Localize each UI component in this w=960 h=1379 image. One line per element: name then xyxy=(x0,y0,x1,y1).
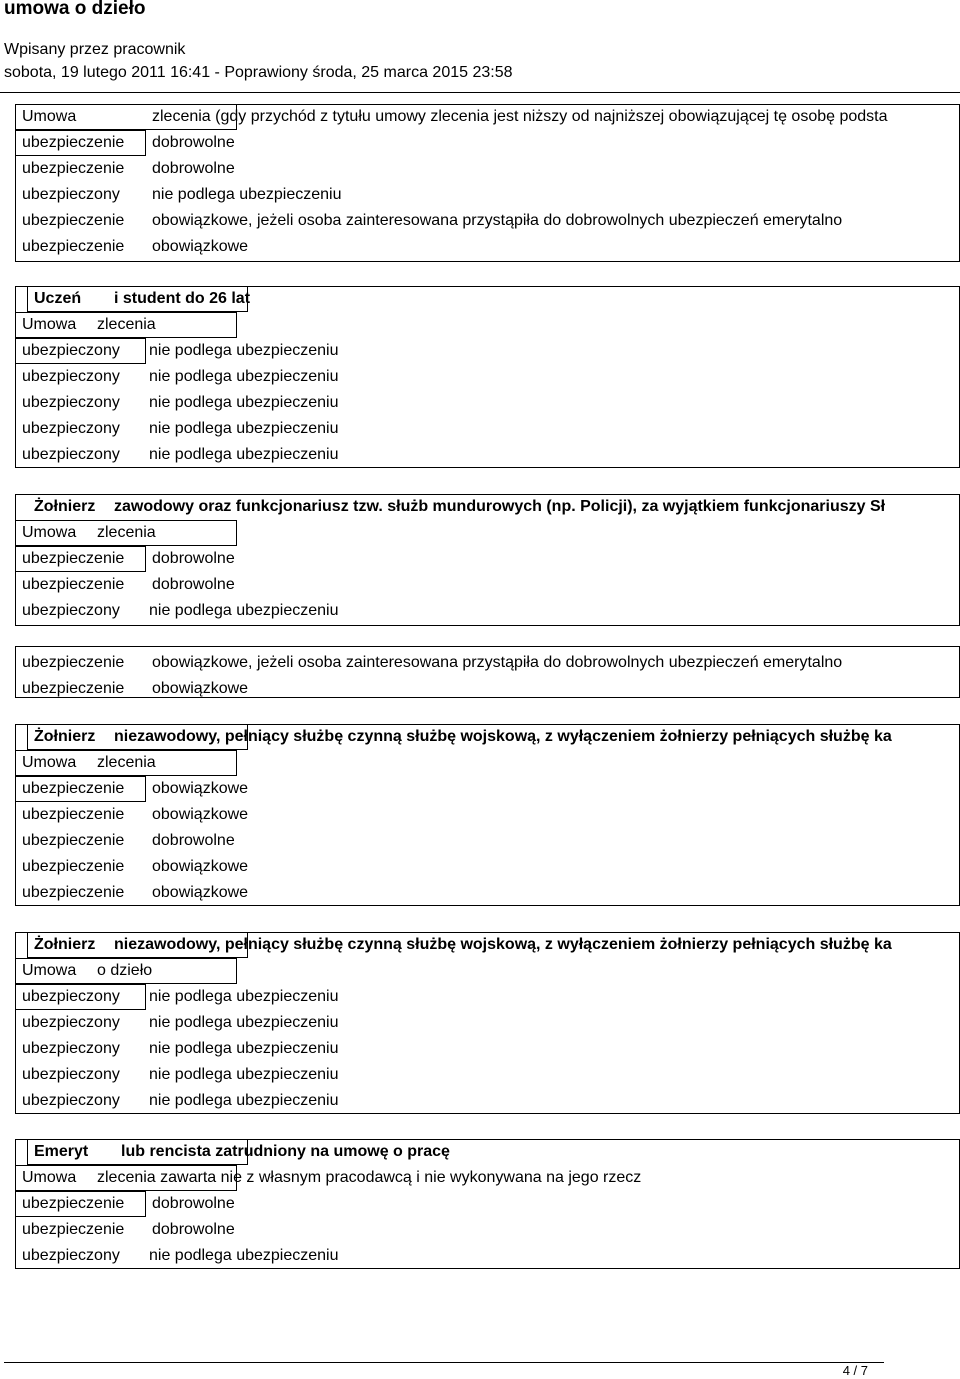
cell-value: zawodowy oraz funkcjonariusz tzw. służb mundurowych (np. Policji), za wyjątkiem funkcjonariuszy Sł xyxy=(114,498,886,515)
cell-frame xyxy=(15,984,146,1010)
cell-label: ubezpieczenie xyxy=(22,160,125,177)
cell-value: nie podlega ubezpieczeniu xyxy=(149,988,339,1005)
cell-label: ubezpieczenie xyxy=(22,576,125,593)
cell-label: ubezpieczenie xyxy=(22,238,125,255)
cell-label: ubezpieczony xyxy=(22,420,120,437)
cell-frame xyxy=(27,724,248,750)
cell-value: zlecenia xyxy=(97,524,156,541)
cell-label: Umowa xyxy=(22,524,77,541)
cell-label: ubezpieczony xyxy=(22,394,120,411)
cell-frame xyxy=(27,1139,248,1165)
cell-value: dobrowolne xyxy=(152,550,235,567)
cell-frame xyxy=(15,1165,237,1191)
cell-label: ubezpieczony xyxy=(22,446,120,463)
cell-value: obowiązkowe xyxy=(152,858,249,875)
cell-value: zlecenia zawarta nie z własnym pracodawcą i nie wykonywana na jego rzecz xyxy=(97,1169,642,1186)
cell-value: obowiązkowe xyxy=(152,806,249,823)
cell-label: ubezpieczenie xyxy=(22,1195,125,1212)
footer-divider xyxy=(4,1362,884,1363)
cell-label: ubezpieczony xyxy=(22,1014,120,1031)
cell-value: zlecenia xyxy=(97,316,156,333)
cell-value: obowiązkowe, jeżeli osoba zainteresowana przystąpiła do dobrowolnych ubezpieczeń emerytalno xyxy=(152,212,843,229)
cell-frame xyxy=(27,286,251,312)
page-number: 4 / 7 xyxy=(842,1363,868,1378)
cell-value: nie podlega ubezpieczeniu xyxy=(149,1092,339,1109)
cell-label: ubezpieczony xyxy=(22,342,120,359)
cell-frame xyxy=(15,750,237,776)
cell-value: nie podlega ubezpieczeniu xyxy=(149,394,339,411)
cell-label: ubezpieczenie xyxy=(22,832,125,849)
cell-value: lub rencista zatrudniony na umowę o pracę xyxy=(121,1143,450,1160)
table-frame xyxy=(15,646,960,698)
cell-value: nie podlega ubezpieczeniu xyxy=(152,186,342,203)
cell-label: ubezpieczony xyxy=(22,602,120,619)
cell-value: obowiązkowe xyxy=(152,680,249,697)
cell-label: ubezpieczenie xyxy=(22,806,125,823)
cell-label: Umowa xyxy=(22,962,77,979)
cell-label: Umowa xyxy=(22,108,77,125)
cell-label: ubezpieczony xyxy=(22,368,120,385)
page-title: umowa o dzieło xyxy=(4,0,146,19)
cell-label: ubezpieczenie xyxy=(22,680,125,697)
cell-value: niezawodowy, pełniący służbę czynną służbę wojskową, z wyłączeniem żołnierzy pełniących służbę ka xyxy=(114,728,892,745)
cell-value: obowiązkowe, jeżeli osoba zainteresowana przystąpiła do dobrowolnych ubezpieczeń emerytalno xyxy=(152,654,843,671)
cell-label: ubezpieczenie xyxy=(22,212,125,229)
cell-label: ubezpieczenie xyxy=(22,654,125,671)
cell-label: Żołnierz xyxy=(34,498,96,515)
cell-frame xyxy=(27,932,248,958)
cell-frame xyxy=(15,520,237,546)
cell-value: nie podlega ubezpieczeniu xyxy=(149,602,339,619)
cell-label: ubezpieczenie xyxy=(22,550,125,567)
cell-value: nie podlega ubezpieczeniu xyxy=(149,446,339,463)
cell-label: Umowa xyxy=(22,1169,77,1186)
author-line: Wpisany przez pracownik xyxy=(4,41,186,58)
table-frame xyxy=(15,494,960,626)
header-divider xyxy=(0,92,960,93)
cell-value: dobrowolne xyxy=(152,1195,235,1212)
cell-label: ubezpieczenie xyxy=(22,858,125,875)
cell-label: Żołnierz xyxy=(34,936,96,953)
cell-label: Uczeń xyxy=(34,290,82,307)
cell-label: ubezpieczenie xyxy=(22,884,125,901)
cell-value: dobrowolne xyxy=(152,832,235,849)
cell-label: ubezpieczony xyxy=(22,1040,120,1057)
cell-value: niezawodowy, pełniący służbę czynną służbę wojskową, z wyłączeniem żołnierzy pełniących służbę ka xyxy=(114,936,892,953)
cell-label: ubezpieczenie xyxy=(22,134,125,151)
cell-value: obowiązkowe xyxy=(152,780,249,797)
cell-frame xyxy=(15,1191,146,1217)
cell-label: Żołnierz xyxy=(34,728,96,745)
cell-value: dobrowolne xyxy=(152,576,235,593)
cell-value: nie podlega ubezpieczeniu xyxy=(149,420,339,437)
cell-value: zlecenia (gdy przychód z tytułu umowy zlecenia jest niższy od najniższej obowiązującej tę osobę podsta xyxy=(152,108,888,125)
cell-frame xyxy=(15,312,237,338)
cell-label: ubezpieczenie xyxy=(22,1221,125,1238)
cell-label: ubezpieczony xyxy=(22,186,120,203)
cell-value: nie podlega ubezpieczeniu xyxy=(149,1066,339,1083)
cell-label: Umowa xyxy=(22,754,77,771)
cell-value: nie podlega ubezpieczeniu xyxy=(149,1040,339,1057)
cell-value: dobrowolne xyxy=(152,160,235,177)
cell-value: obowiązkowe xyxy=(152,884,249,901)
cell-value: nie podlega ubezpieczeniu xyxy=(149,342,339,359)
cell-value: dobrowolne xyxy=(152,134,235,151)
date-line: sobota, 19 lutego 2011 16:41 - Poprawiony środa, 25 marca 2015 23:58 xyxy=(4,64,513,81)
cell-value: nie podlega ubezpieczeniu xyxy=(149,1014,339,1031)
cell-label: ubezpieczony xyxy=(22,988,120,1005)
cell-label: ubezpieczony xyxy=(22,1247,120,1264)
cell-frame xyxy=(15,104,237,130)
cell-frame xyxy=(15,546,146,572)
cell-frame xyxy=(15,958,237,984)
cell-frame xyxy=(15,776,146,802)
cell-frame xyxy=(15,338,146,364)
cell-label: Umowa xyxy=(22,316,77,333)
cell-label: ubezpieczenie xyxy=(22,780,125,797)
cell-value: zlecenia xyxy=(97,754,156,771)
cell-value: nie podlega ubezpieczeniu xyxy=(149,368,339,385)
cell-value: nie podlega ubezpieczeniu xyxy=(149,1247,339,1264)
cell-value: dobrowolne xyxy=(152,1221,235,1238)
cell-value: obowiązkowe xyxy=(152,238,249,255)
cell-label: ubezpieczony xyxy=(22,1066,120,1083)
cell-label: Emeryt xyxy=(34,1143,89,1160)
cell-value: o dzieło xyxy=(97,962,153,979)
cell-label: ubezpieczony xyxy=(22,1092,120,1109)
cell-value: i student do 26 lat xyxy=(114,290,251,307)
cell-frame xyxy=(15,130,146,156)
